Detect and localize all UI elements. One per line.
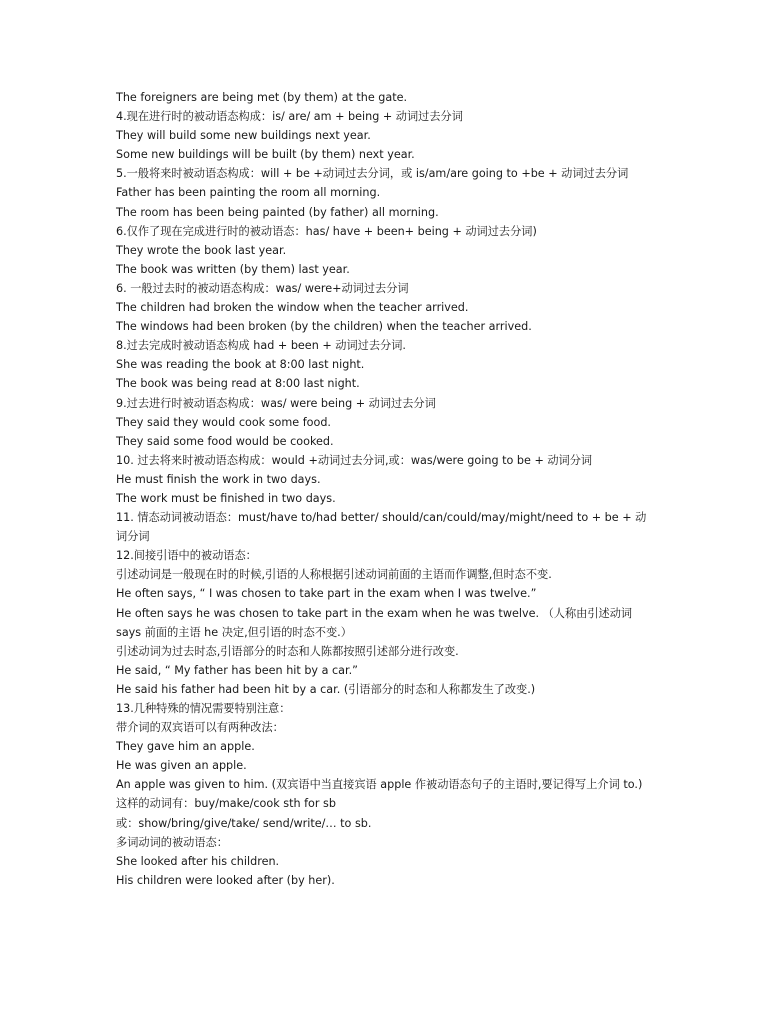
text-line: 带介词的双宾语可以有两种改法： xyxy=(116,721,284,735)
text-line: They said some food would be cooked. xyxy=(116,434,334,448)
text-line: They wrote the book last year. xyxy=(116,243,287,257)
text-line: 6.仅作了现在完成进行时的被动语态：has/ have + been+ being + 动词过去分词) xyxy=(116,224,537,238)
document-body xyxy=(116,88,656,890)
text-line: He was given an apple. xyxy=(116,759,247,773)
text-line: Some new buildings will be built (by them) next year. xyxy=(116,148,415,162)
text-line: The work must be finished in two days. xyxy=(116,491,336,505)
text-line: She was reading the book at 8:00 last night. xyxy=(116,358,365,372)
text-line: They gave him an apple. xyxy=(116,740,255,754)
text-line: 10. 过去将来时被动语态构成：would +动词过去分词,或：was/were going to be + 动词分词 xyxy=(116,453,593,467)
text-line: 11. 情态动词被动语态：must/have to/had better/ should/can/could/may/might/need to + be + 动词分词 xyxy=(116,511,647,544)
text-line: 5.一般将来时被动语态构成：will + be +动词过去分词，或 is/am/are going to +be + 动词过去分词 xyxy=(116,167,629,181)
text-line: The windows had been broken (by the children) when the teacher arrived. xyxy=(116,320,532,334)
text-line: The room has been being painted (by father) all morning. xyxy=(116,205,439,219)
text-line: They said they would cook some food. xyxy=(116,415,331,429)
text-line: 引述动词是一般现在时的时候,引语的人称根据引述动词前面的主语而作调整,但时态不变. xyxy=(116,568,552,582)
text-line: 4.现在进行时的被动语态构成：is/ are/ am + being + 动词过去分词 xyxy=(116,110,463,124)
text-line: The children had broken the window when the teacher arrived. xyxy=(116,301,469,315)
text-line: He said his father had been hit by a car. (引语部分的时态和人称都发生了改变.) xyxy=(116,682,536,696)
text-line: 这样的动词有：buy/make/cook sth for sb xyxy=(116,797,336,811)
text-line: The foreigners are being met (by them) at the gate. xyxy=(116,91,408,104)
text-line: 13.几种特殊的情况需要特别注意： xyxy=(116,702,291,715)
text-line: 8.过去完成时被动语态构成 had + been + 动词过去分词. xyxy=(116,339,406,353)
text-line: 多词动词的被动语态： xyxy=(116,835,228,849)
text-line: He must finish the work in two days. xyxy=(116,472,321,486)
text-line: He said, “ My father has been hit by a car.” xyxy=(116,663,358,677)
text-line: 12.间接引语中的被动语态： xyxy=(116,549,257,563)
text-line: 或：show/bring/give/take/ send/write/… to sb. xyxy=(116,816,372,830)
text-line: His children were looked after (by her). xyxy=(116,873,335,887)
text-line: The book was written (by them) last year. xyxy=(116,262,350,276)
text-line: 9.过去进行时被动语态构成：was/ were being + 动词过去分词 xyxy=(116,396,436,410)
text-line: Father has been painting the room all morning. xyxy=(116,186,381,200)
text-line: She looked after his children. xyxy=(116,854,280,868)
text-line: 引述动词为过去时态,引语部分的时态和人陈都按照引述部分进行改变. xyxy=(116,644,459,658)
text-line: The book was being read at 8:00 last night. xyxy=(116,377,360,391)
text-line: They will build some new buildings next year. xyxy=(116,129,371,143)
text-line: An apple was given to him. (双宾语中当直接宾语 apple 作被动语态句子的主语时,要记得写上介词 to.) xyxy=(116,778,643,792)
text-line: He often says, “ I was chosen to take part in the exam when I was twelve.” xyxy=(116,587,537,601)
text-line: 6. 一般过去时的被动语态构成：was/ were+动词过去分词 xyxy=(116,281,409,295)
text-line: He often says he was chosen to take part in the exam when he was twelve. （人称由引述动词 says 前面的主语 he 决定,但引语的时态不变.） xyxy=(116,606,633,639)
